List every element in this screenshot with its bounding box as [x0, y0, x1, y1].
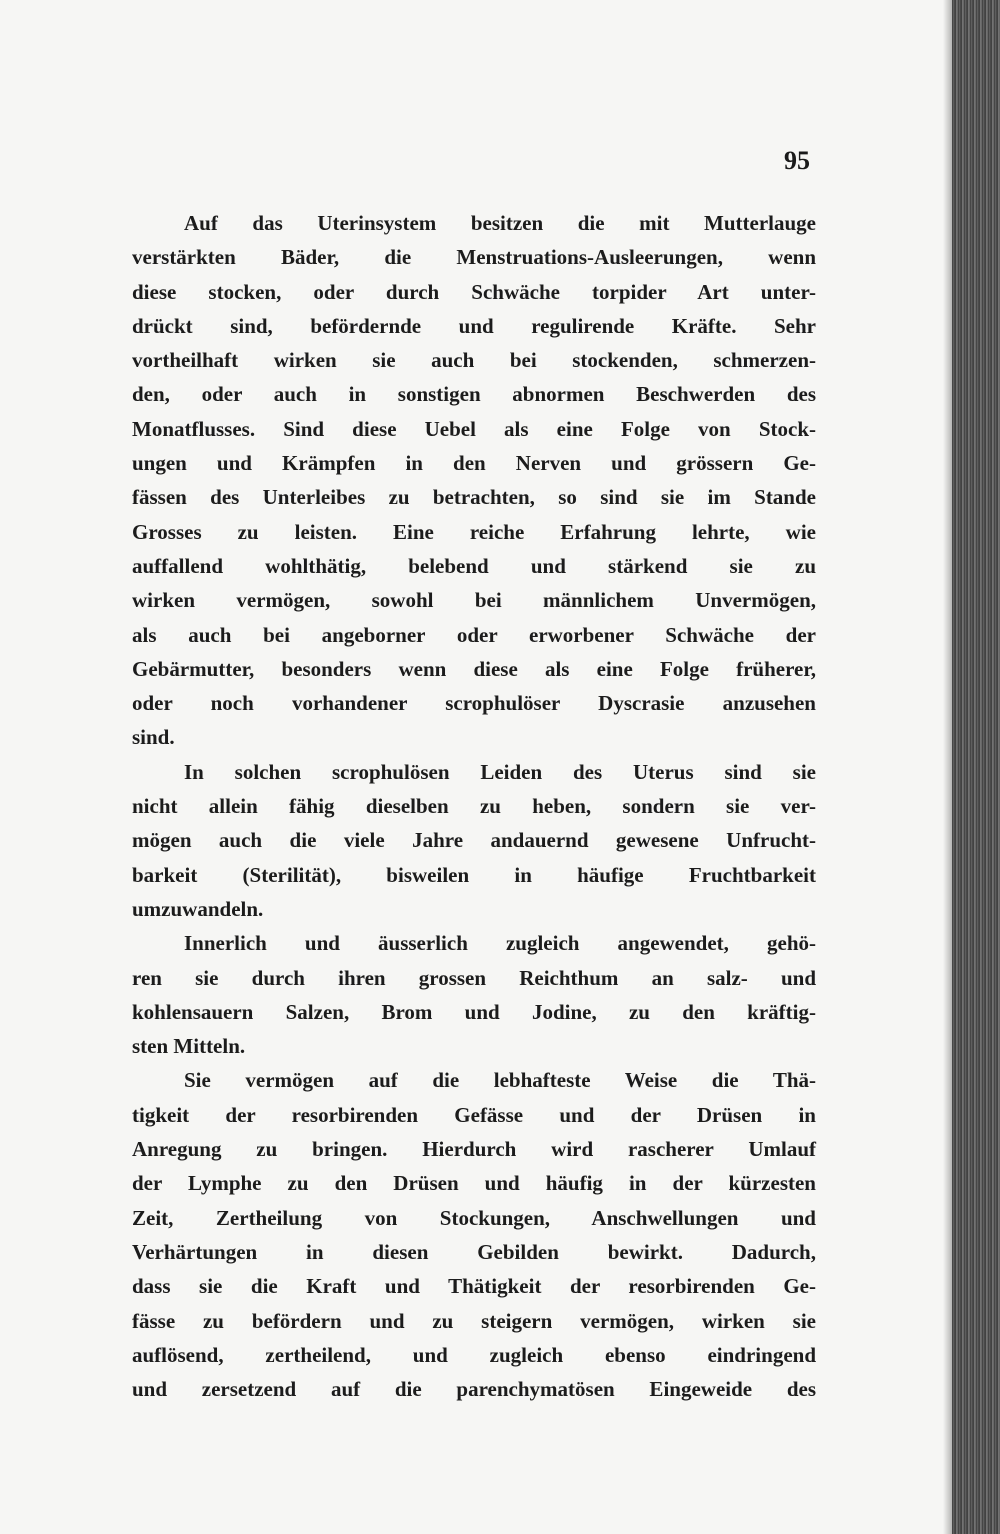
text-line: ren sie durch ihren grossen Reichthum an salz- und [132, 965, 816, 990]
text-line: auffallend wohlthätig, belebend und stärkend sie zu [132, 553, 816, 578]
text-line: oder noch vorhandener scrophulöser Dyscrasie anzusehen [132, 691, 816, 716]
text-line: vortheilhaft wirken sie auch bei stockenden, schmerzen- [132, 348, 816, 373]
text-line: Monatflusses. Sind diese Uebel als eine Folge von Stock- [132, 416, 816, 441]
text-line: und zersetzend auf die parenchymatösen Eingeweide des [132, 1377, 816, 1402]
text-line: ungen und Krämpfen in den Nerven und grössern Ge- [132, 451, 816, 476]
text-line: Gebärmutter, besonders wenn diese als eine Folge früherer, [132, 656, 816, 681]
text-line: Zeit, Zertheilung von Stockungen, Anschwellungen und [132, 1205, 816, 1230]
page-number: 95 [784, 146, 810, 175]
text-line: Innerlich und äusserlich zugleich angewendet, gehö- [184, 931, 816, 956]
text-line: verstärkten Bäder, die Menstruations-Ausleerungen, wenn [132, 245, 816, 270]
text-line: barkeit (Sterilität), bisweilen in häufige Fruchtbarkeit [132, 862, 816, 887]
body-text [132, 206, 816, 1406]
text-line: tigkeit der resorbirenden Gefässe und der Drüsen in [132, 1102, 816, 1127]
text-line: den, oder auch in sonstigen abnormen Beschwerden des [132, 382, 816, 407]
text-line: wirken vermögen, sowohl bei männlichem Unvermögen, [132, 588, 816, 613]
text-line: In solchen scrophulösen Leiden des Uterus sind sie [184, 759, 816, 784]
text-line: umzuwandeln. [132, 896, 264, 921]
book-page-edges [952, 0, 1000, 1534]
text-line: dass sie die Kraft und Thätigkeit der resorbirenden Ge- [132, 1274, 816, 1299]
text-line: fässe zu befördern und zu steigern vermögen, wirken sie [132, 1308, 816, 1333]
text-line: auflösend, zertheilend, und zugleich ebenso eindringend [132, 1342, 816, 1367]
text-line: Sie vermögen auf die lebhafteste Weise die Thä- [184, 1068, 816, 1093]
text-line: als auch bei angeborner oder erworbener Schwäche der [132, 622, 816, 647]
text-line: Grosses zu leisten. Eine reiche Erfahrung lehrte, wie [132, 519, 816, 544]
text-line: drückt sind, befördernde und regulirende Kräfte. Sehr [132, 313, 816, 338]
text-line: sten Mitteln. [132, 1034, 246, 1059]
text-line: diese stocken, oder durch Schwäche torpider Art unter- [132, 279, 816, 304]
text-line: Auf das Uterinsystem besitzen die mit Mutterlauge [184, 211, 816, 235]
text-line: fässen des Unterleibes zu betrachten, so sind sie im Stande [132, 485, 816, 510]
text-line: mögen auch die viele Jahre andauernd gewesene Unfrucht- [132, 828, 816, 853]
text-line: sind. [132, 725, 175, 750]
text-line: nicht allein fähig dieselben zu heben, sondern sie ver- [132, 794, 816, 819]
text-line: kohlensauern Salzen, Brom und Jodine, zu den kräftig- [132, 999, 816, 1024]
text-line: Anregung zu bringen. Hierdurch wird rascherer Umlauf [132, 1137, 816, 1162]
text-line: Verhärtungen in diesen Gebilden bewirkt. Dadurch, [132, 1239, 816, 1264]
text-line: der Lymphe zu den Drüsen und häufig in der kürzesten [132, 1171, 816, 1196]
